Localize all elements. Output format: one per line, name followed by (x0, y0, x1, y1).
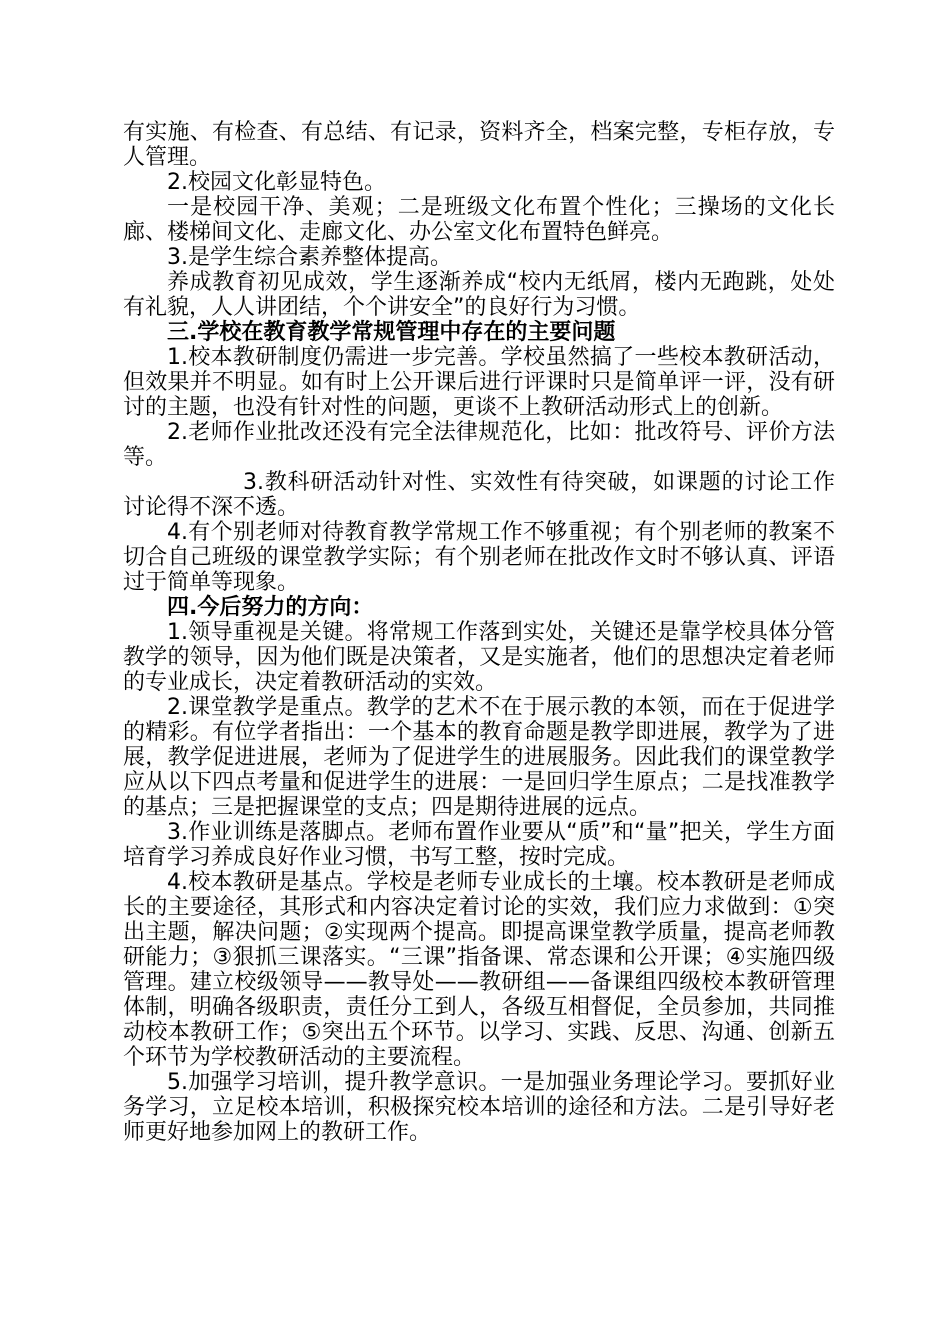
paragraph: 一是校园干净、美观；二是班级文化布置个性化；三操场的文化长廊、楼梯间文化、走廊文化、办公室文化布置特色鲜亮。 (123, 195, 835, 245)
paragraph: 1.校本教研制度仍需进一步完善。学校虽然搞了一些校本教研活动，但效果并不明显。如有时上公开课后进行评课时只是简单评一评，没有研讨的主题，也没有针对性的问题，更谈不上教研活动形式上的创新。 (123, 345, 835, 420)
section-heading: 三.学校在教育教学常规管理中存在的主要问题 (167, 320, 616, 345)
paragraph: 2.课堂教学是重点。教学的艺术不在于展示教的本领，而在于促进学的精彩。有位学者指出：一个基本的教育命题是教学即进展，教学为了进展，教学促进进展，老师为了促进学生的进展服务。因此我们的课堂教学应从以下四点考量和促进学生的进展：一是回归学生原点；二是找准教学的基点；三是把握课堂的支点；四是期待进展的远点。 (123, 695, 835, 820)
paragraph: 4.校本教研是基点。学校是老师专业成长的土壤。校本教研是老师成长的主要途径，其形式和内容决定着讨论的实效，我们应力求做到：①突出主题，解决问题；②实现两个提高。即提高课堂教学质量，提高老师教研能力；③狠抓三课落实。“三课”指备课、常态课和公开课；④实施四级管理。建立校级领导——教导处——教研组——备课组四级校本教研管理体制，明确各级职责，责任分工到人，各级互相督促，全员参加，共同推动校本教研工作；⑤突出五个环节。以学习、实践、反思、沟通、创新五个环节为学校教研活动的主要流程。 (123, 870, 835, 1070)
paragraph: 2.老师作业批改还没有完全法律规范化，比如：批改符号、评价方法等。 (123, 420, 835, 470)
paragraph: 5.加强学习培训，提升教学意识。一是加强业务理论学习。要抓好业务学习，立足校本培训，积极探究校本培训的途径和方法。二是引导好老师更好地参加网上的教研工作。 (123, 1070, 835, 1145)
paragraph: 3.是学生综合素养整体提高。 (167, 245, 452, 270)
paragraph: 3.作业训练是落脚点。老师布置作业要从“质”和“量”把关，学生方面培育学习养成良好作业习惯，书写工整，按时完成。 (123, 820, 835, 870)
section-heading: 四.今后努力的方向： (167, 595, 374, 620)
paragraph: 3.教科研活动针对性、实效性有待突破，如课题的讨论工作讨论得不深不透。 (123, 470, 835, 520)
paragraph: 1.领导重视是关键。将常规工作落到实处，关键还是靠学校具体分管教学的领导，因为他们既是决策者，又是实施者，他们的思想决定着老师的专业成长，决定着教研活动的实效。 (123, 620, 835, 695)
paragraph: 养成教育初见成效，学生逐渐养成“校内无纸屑，楼内无跑跳，处处有礼貌，人人讲团结，个个讲安全”的良好行为习惯。 (123, 270, 835, 320)
paragraph: 有实施、有检查、有总结、有记录，资料齐全，档案完整，专柜存放，专人管理。 (123, 120, 835, 170)
paragraph: 2.校园文化彰显特色。 (167, 170, 386, 195)
paragraph: 4.有个别老师对待教育教学常规工作不够重视；有个别老师的教案不切合自己班级的课堂教学实际；有个别老师在批改作文时不够认真、评语过于简单等现象。 (123, 520, 835, 595)
document-body (123, 120, 835, 1145)
